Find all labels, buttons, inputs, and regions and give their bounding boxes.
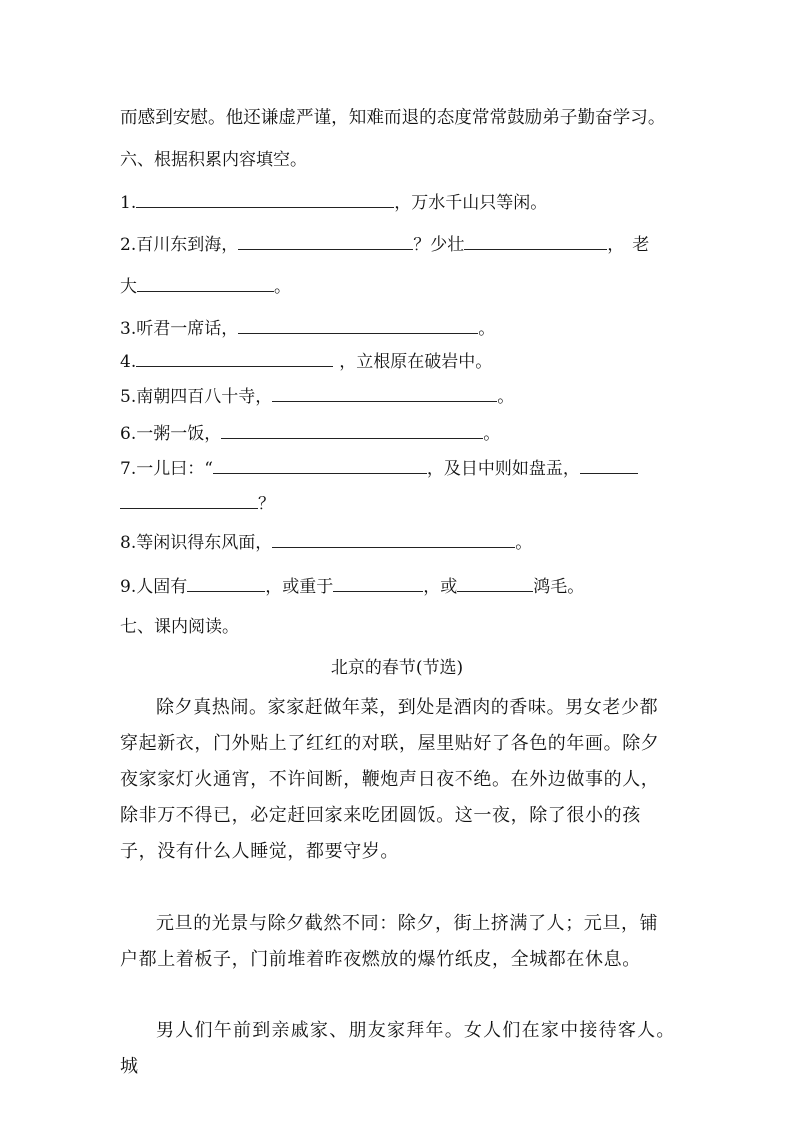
q4-number: 4. (120, 352, 137, 372)
q9-suffix: 鸿毛。 (533, 577, 585, 597)
q7-line2-suffix: ？ (258, 494, 275, 514)
q4-text: ，立根原在破岩中。 (339, 352, 493, 372)
q8-suffix: 。 (515, 533, 533, 553)
question-9 (120, 574, 584, 599)
question-6 (120, 421, 500, 446)
q3-suffix: 。 (478, 319, 496, 339)
q7-blank-3[interactable] (120, 491, 258, 509)
q9-middle-1: ，或重于 (265, 577, 334, 597)
section6-heading: 六、根据积累内容填空。 (120, 150, 307, 170)
q9-blank-2[interactable] (333, 574, 423, 592)
question-2 (120, 232, 657, 257)
q9-blank-3[interactable] (457, 574, 533, 592)
intro-line: 而感到安慰。他还谦虚严谨，知难而退的态度常常鼓励弟子勤奋学习。 (120, 108, 666, 128)
q7-middle: ，及日中则如盘盂， (426, 459, 580, 479)
q9-middle-2: ，或 (423, 577, 458, 597)
q4-blank[interactable] (136, 349, 333, 367)
q5-suffix: 。 (497, 387, 515, 407)
q1-number: 1. (120, 193, 137, 213)
q2-blank-1[interactable] (238, 232, 413, 250)
q7-blank-2[interactable] (580, 456, 638, 474)
q3-blank[interactable] (238, 316, 478, 334)
question-8 (120, 530, 532, 555)
q6-blank[interactable] (221, 421, 483, 439)
question-7 (120, 456, 638, 481)
q6-prefix: 6.一粥一饭， (120, 424, 222, 444)
question-1 (120, 190, 547, 215)
question-2-line2 (120, 274, 291, 299)
passage-title: 北京的春节(节选) (330, 658, 464, 678)
q5-prefix: 5.南朝四百八十寺， (120, 387, 273, 407)
q9-blank-1[interactable] (187, 574, 265, 592)
q2-prefix: 2.百川东到海， (120, 235, 239, 255)
question-4 (120, 349, 492, 374)
q2-suffix: ，老 (607, 235, 658, 255)
q3-prefix: 3.听君一席话， (120, 319, 239, 339)
q5-blank[interactable] (272, 384, 497, 402)
passage-paragraph-2: 元旦的光景与除夕截然不同：除夕，街上挤满了人；元旦，铺户都上着板子，门前堆着昨夜燃放的爆竹纸皮，全城都在休息。 (120, 913, 659, 970)
passage-paragraph-3: 男人们午前到亲戚家、朋友家拜年。女人们在家中接待客人。城 (120, 1020, 675, 1077)
q2-blank-3[interactable] (137, 274, 274, 292)
question-5 (120, 384, 514, 409)
q2-line2-prefix: 大 (120, 277, 137, 297)
question-7-line2 (120, 491, 275, 516)
q7-prefix: 7.一儿曰：“ (120, 459, 213, 479)
q2-blank-2[interactable] (464, 232, 607, 250)
q1-text: ，万水千山只等闲。 (394, 193, 548, 213)
q6-suffix: 。 (483, 424, 501, 444)
passage-paragraph-1: 除夕真热闹。家家赶做年菜，到处是酒肉的香味。男女老少都穿起新衣，门外贴上了红红的对联，屋里贴好了各色的年画。除夕夜家家灯火通宵，不许间断，鞭炮声日夜不绝。在外边做事的人，除非万不得已，必定赶回家来吃团圆饭。这一夜，除了很小的孩子，没有什么人睡觉，都要守岁。 (120, 697, 660, 862)
q2-line2-suffix: 。 (274, 277, 291, 297)
q8-blank[interactable] (272, 530, 515, 548)
q9-prefix: 9.人固有 (120, 577, 188, 597)
q1-blank[interactable] (136, 190, 394, 208)
q2-middle: ？少壮 (413, 235, 465, 255)
q7-blank-1[interactable] (213, 456, 427, 474)
q8-prefix: 8.等闲识得东风面， (120, 533, 273, 553)
question-3 (120, 316, 495, 341)
section7-heading: 七、课内阅读。 (120, 617, 239, 637)
